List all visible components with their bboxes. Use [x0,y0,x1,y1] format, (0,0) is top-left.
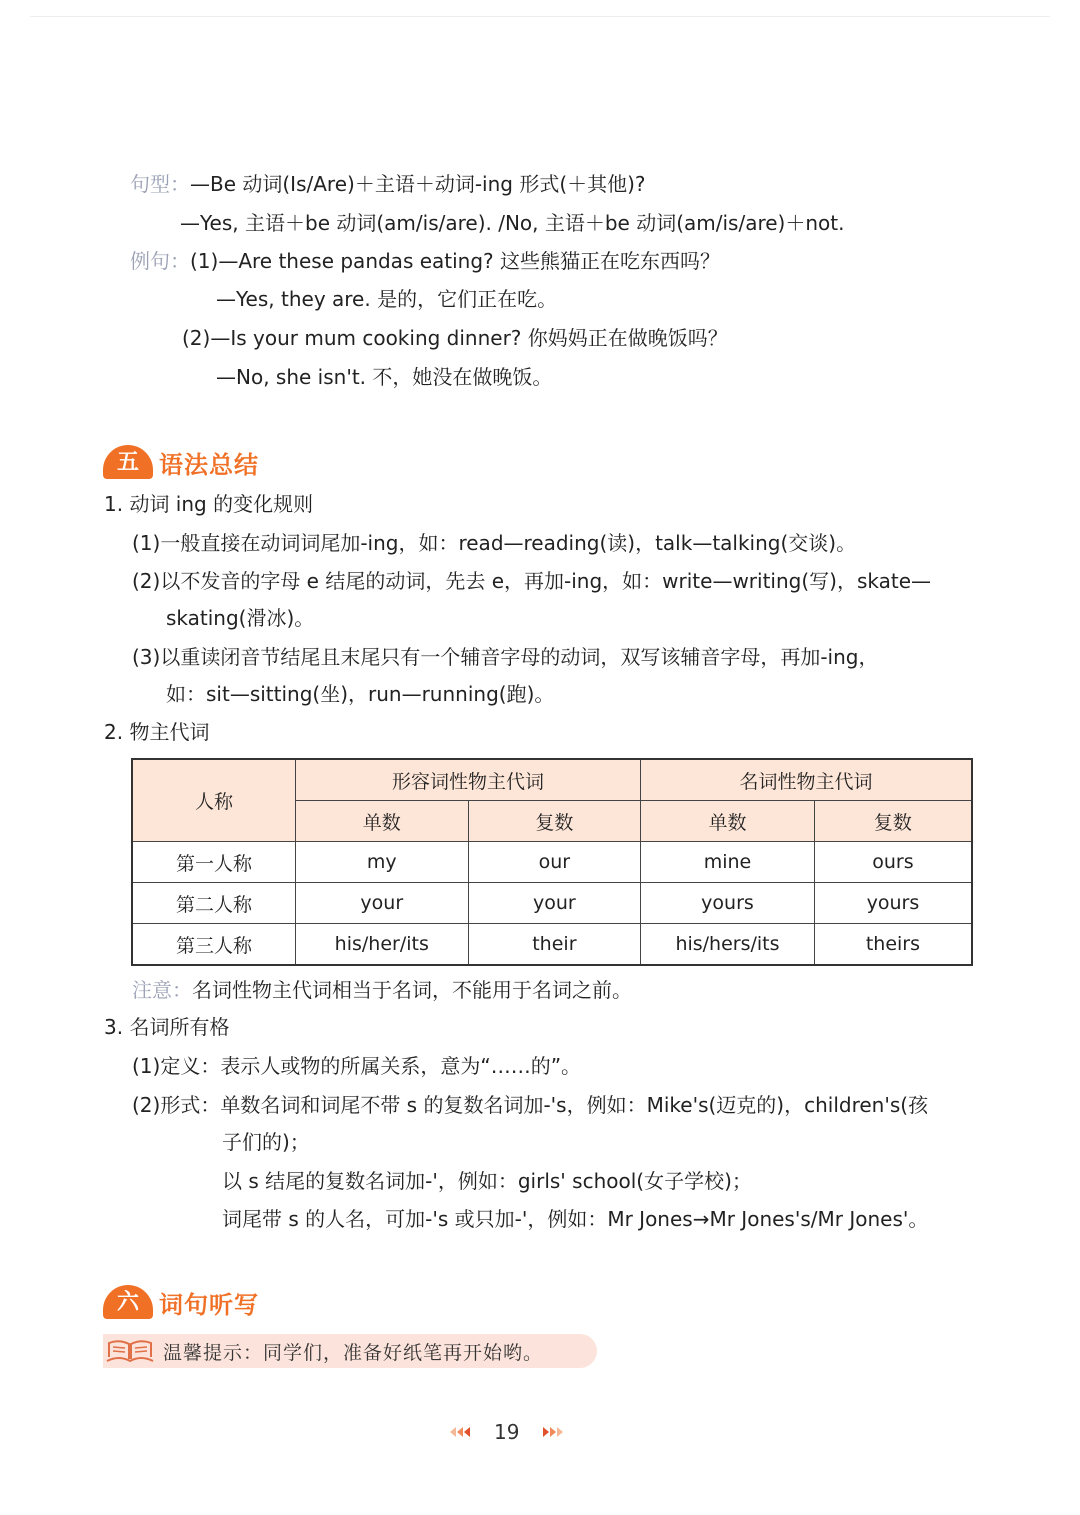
person-cell: 第二人称 [132,883,295,924]
noun-plural-header: 复数 [814,801,972,842]
adj-singular-cell: your [295,883,468,924]
pattern-label: 句型： [130,172,190,196]
section-5-number: 五 [116,450,139,475]
noun-possessive-header: 名词性物主代词 [641,759,972,801]
adj-plural-cell: our [468,842,641,883]
section-6-badge [103,1285,153,1319]
form-line-1: (2)形式：单数名词和词尾不带 s 的复数名词加-'s，例如：Mike's(迈克的)，children's(孩 [132,1093,929,1117]
rule-1: (1)一般直接在动词词尾加-ing，如：read—reading(读)，talk—talking(交谈)。 [132,531,857,555]
section-6-title: 词句听写 [159,1290,259,1319]
noun-singular-header: 单数 [641,801,815,842]
adj-plural-cell: their [468,924,641,966]
rule-2-line-2: skating(滑冰)。 [166,606,315,630]
page-number: 19 [494,1420,520,1444]
note-label: 注意： [132,978,192,1002]
noun-singular-cell: mine [641,842,815,883]
adjective-possessive-header: 形容词性物主代词 [295,759,640,801]
rule-2-line-1: (2)以不发音的字母 e 结尾的动词，先去 e，再加-ing，如：write—writing(写)，skate— [132,569,932,593]
noun-singular-cell: yours [641,883,815,924]
item-2-title: 2. 物主代词 [104,720,210,744]
section-5-badge [103,445,153,479]
person-cell: 第三人称 [132,924,295,966]
right-arrows-icon [541,1424,565,1440]
pattern-line-2: —Yes, 主语＋be 动词(am/is/are). /No, 主语＋be 动词(am/is/are)＋not. [180,211,845,235]
table-row [132,883,972,924]
note-line: 注意：名词性物主代词相当于名词，不能用于名词之前。 [132,978,632,1002]
definition-line: (1)定义：表示人或物的所属关系，意为“……的”。 [132,1054,582,1078]
adj-singular-cell: his/her/its [295,924,468,966]
tip-bar [103,1334,597,1368]
table-row [132,842,972,883]
noun-singular-cell: his/hers/its [641,924,815,966]
section-6-number: 六 [116,1290,139,1315]
adj-plural-cell: your [468,883,641,924]
rule-3-line-1: (3)以重读闭音节结尾且末尾只有一个辅音字母的动词，双写该辅音字母，再加-ing， [132,645,879,669]
possessive-pronoun-table [131,758,973,966]
item-1-title: 1. 动词 ing 的变化规则 [104,492,314,516]
adj-plural-header: 复数 [468,801,641,842]
form-line-3: 以 s 结尾的复数名词加-'，例如：girls' school(女子学校)； [222,1169,752,1193]
section-6-heading [103,1284,259,1320]
person-cell: 第一人称 [132,842,295,883]
table-row [132,924,972,966]
form-line-4: 词尾带 s 的人名，可加-'s 或只加-'，例如：Mr Jones→Mr Jones's/Mr Jones'。 [222,1207,929,1231]
example-1-answer: —Yes, they are. 是的，它们正在吃。 [216,287,558,311]
example-2-question: (2)—Is your mum cooking dinner? 你妈妈正在做晚饭吗？ [182,326,728,350]
adj-singular-header: 单数 [295,801,468,842]
adj-singular-cell: my [295,842,468,883]
noun-plural-cell: yours [814,883,972,924]
example-label: 例句： [130,249,190,273]
open-book-icon [105,1337,155,1365]
table-header-row [132,759,972,801]
person-header: 人称 [132,759,295,842]
noun-plural-cell: ours [814,842,972,883]
example-2-answer: —No, she isn't. 不，她没在做晚饭。 [216,365,553,389]
top-divider [30,16,1050,17]
noun-plural-cell: theirs [814,924,972,966]
rule-3-line-2: 如：sit—sitting(坐)，run—running(跑)。 [166,682,555,706]
section-5-heading [103,444,259,480]
page-footer [448,1420,565,1444]
form-line-2: 子们的)； [222,1130,310,1154]
left-arrows-icon [448,1424,472,1440]
pattern-line-1: 句型：—Be 动词(Is/Are)＋主语＋动词-ing 形式(＋其他)? [130,172,646,196]
item-3-title: 3. 名词所有格 [104,1015,230,1039]
tip-text: 温馨提示：同学们，准备好纸笔再开始哟。 [163,1341,544,1364]
section-5-title: 语法总结 [159,450,259,479]
example-1-question: 例句：(1)—Are these pandas eating? 这些熊猫正在吃东西吗？ [130,249,721,273]
